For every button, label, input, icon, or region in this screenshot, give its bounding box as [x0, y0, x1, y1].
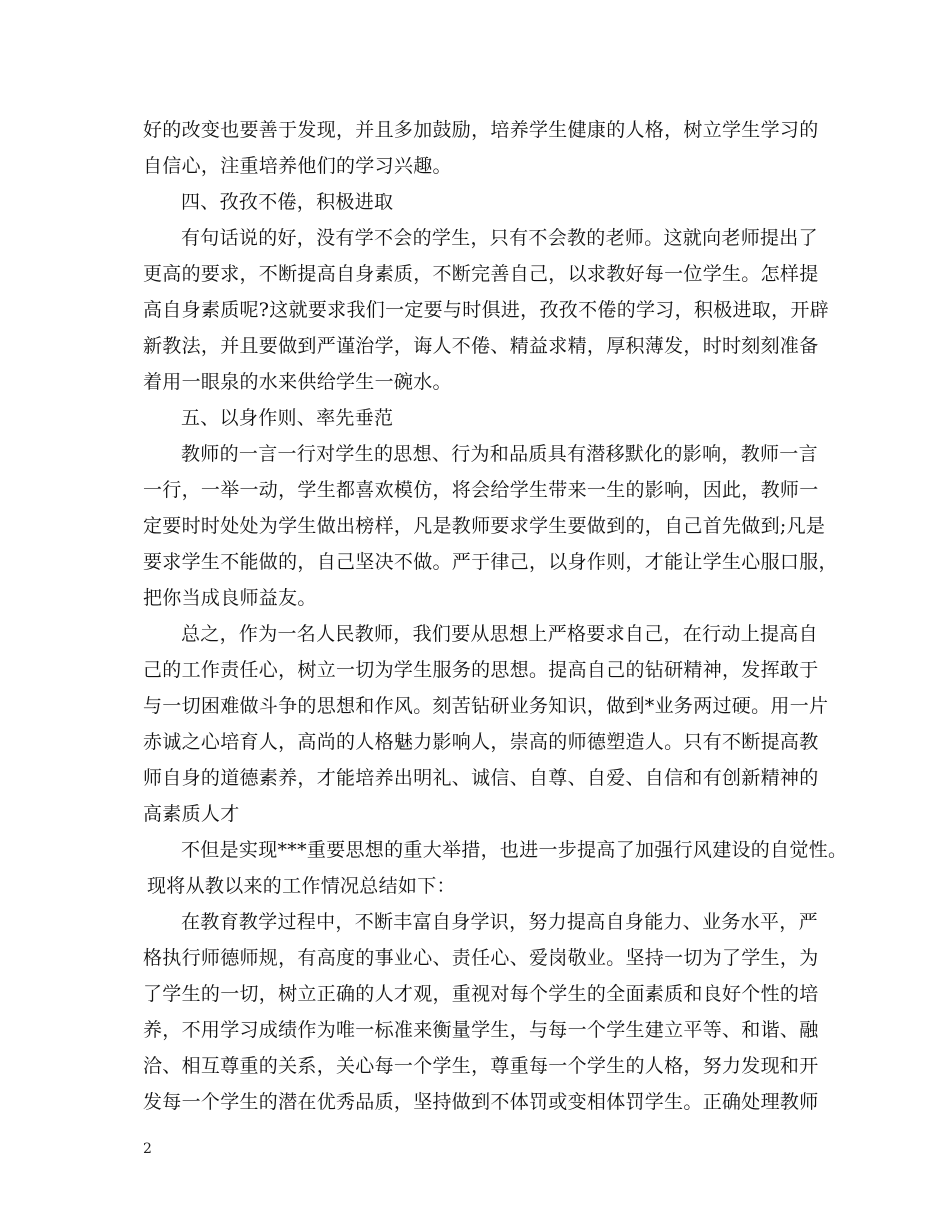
text-line: 定要时时处处为学生做出榜样，凡是教师要求学生要做到的，自己首先做到;凡是	[143, 515, 826, 537]
text-line: 现将从教以来的工作情况总结如下：	[147, 875, 456, 897]
section-heading: 五、以身作则、率先垂范	[181, 407, 394, 429]
text-line: 要求学生不能做的，自己坚决不做。严于律己，以身作则，才能让学生心服口服，	[143, 551, 838, 573]
text-line: 自信心，注重培养他们的学习兴趣。	[143, 155, 452, 177]
text-line: 洽、相互尊重的关系，关心每一个学生，尊重每一个学生的人格，努力发现和开	[143, 1055, 819, 1077]
text-line: 高素质人才	[143, 803, 240, 825]
text-line: 与一切困难做斗争的思想和作风。刻苦钻研业务知识，做到*业务两过硬。用一片	[143, 695, 829, 717]
text-line: 了学生的一切，树立正确的人才观，重视对每个学生的全面素质和良好个性的培	[143, 983, 819, 1005]
text-line: 教师的一言一行对学生的思想、行为和品质具有潜移默化的影响，教师一言	[181, 443, 818, 465]
text-line: 着用一眼泉的水来供给学生一碗水。	[143, 371, 452, 393]
text-line: 格执行师德师规，有高度的事业心、责任心、爱岗敬业。坚持一切为了学生，为	[143, 947, 819, 969]
page-number: 2	[143, 1141, 152, 1157]
text-line: 发每一个学生的潜在优秀品质，坚持做到不体罚或变相体罚学生。正确处理教师	[143, 1091, 819, 1113]
text-line: 在教育教学过程中，不断丰富自身学识，努力提高自身能力、业务水平，严	[181, 911, 818, 933]
text-line: 总之，作为一名人民教师，我们要从思想上严格要求自己，在行动上提高自	[181, 623, 818, 645]
text-line: 把你当成良师益友。	[143, 587, 317, 609]
section-heading: 四、孜孜不倦，积极进取	[181, 191, 394, 213]
text-line: 新教法，并且要做到严谨治学，诲人不倦、精益求精，厚积薄发，时时刻刻准备	[143, 335, 819, 357]
text-line: 己的工作责任心，树立一切为学生服务的思想。提高自己的钻研精神，发挥敢于	[143, 659, 819, 681]
text-line: 赤诚之心培育人，高尚的人格魅力影响人，崇高的师德塑造人。只有不断提高教	[143, 731, 819, 753]
text-line: 养，不用学习成绩作为唯一标准来衡量学生，与每一个学生建立平等、和谐、融	[143, 1019, 819, 1041]
text-line: 师自身的道德素养，才能培养出明礼、诚信、自尊、自爱、自信和有创新精神的	[143, 767, 819, 789]
text-line: 好的改变也要善于发现，并且多加鼓励，培养学生健康的人格，树立学生学习的	[143, 119, 819, 141]
text-line: 更高的要求，不断提高自身素质，不断完善自己，以求教好每一位学生。怎样提	[143, 263, 819, 285]
text-line: 高自身素质呢?这就要求我们一定要与时俱进，孜孜不倦的学习，积极进取，开辟	[143, 299, 829, 321]
text-line: 一行，一举一动，学生都喜欢模仿，将会给学生带来一生的影响，因此，教师一	[143, 479, 819, 501]
text-line: 不但是实现***重要思想的重大举措，也进一步提高了加强行风建设的自觉性。	[181, 839, 848, 861]
document-body	[143, 112, 848, 1120]
text-line: 有句话说的好，没有学不会的学生，只有不会教的老师。这就向老师提出了	[181, 227, 818, 249]
